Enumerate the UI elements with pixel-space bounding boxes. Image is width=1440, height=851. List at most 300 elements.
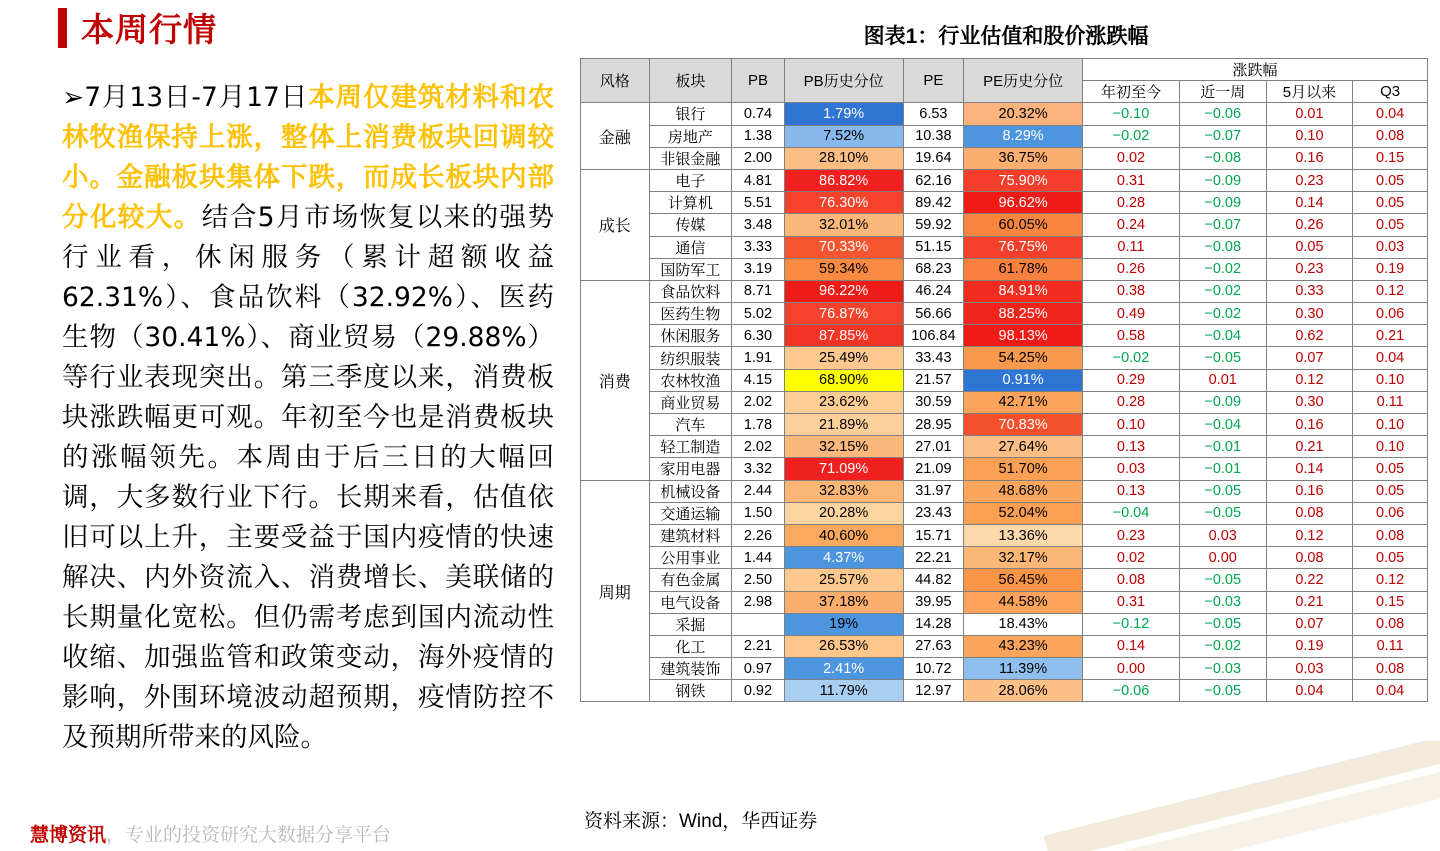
header-pe-percentile: PE历史分位	[964, 59, 1083, 103]
pe-cell: 39.95	[903, 591, 963, 613]
left-column	[0, 0, 572, 851]
pe-percentile-cell: 43.23%	[964, 635, 1083, 657]
sector-cell: 纺织服装	[649, 347, 732, 369]
sector-cell: 银行	[649, 103, 732, 125]
pe-cell: 10.72	[903, 658, 963, 680]
change-ytd-cell: 0.10	[1083, 414, 1180, 436]
change-q3-cell: 0.05	[1353, 547, 1428, 569]
pb-percentile-cell: 11.79%	[784, 680, 903, 702]
pb-cell: 4.81	[732, 169, 784, 191]
pb-percentile-cell: 96.22%	[784, 280, 903, 302]
change-may-cell: 0.14	[1266, 458, 1353, 480]
pe-cell: 56.66	[903, 303, 963, 325]
change-q3-cell: 0.03	[1353, 236, 1428, 258]
change-q3-cell: 0.05	[1353, 458, 1428, 480]
pe-cell: 59.92	[903, 214, 963, 236]
table-row	[581, 524, 1428, 546]
change-may-cell: 0.21	[1266, 591, 1353, 613]
pb-percentile-cell: 25.49%	[784, 347, 903, 369]
change-q3-cell: 0.04	[1353, 103, 1428, 125]
valuation-table	[580, 58, 1428, 702]
sector-cell: 商业贸易	[649, 391, 732, 413]
pe-cell: 27.01	[903, 436, 963, 458]
table-row	[581, 125, 1428, 147]
pe-cell: 14.28	[903, 613, 963, 635]
pb-cell: 0.97	[732, 658, 784, 680]
sector-cell: 传媒	[649, 214, 732, 236]
pe-percentile-cell: 60.05%	[964, 214, 1083, 236]
change-may-cell: 0.16	[1266, 414, 1353, 436]
pe-percentile-cell: 84.91%	[964, 280, 1083, 302]
table-row	[581, 502, 1428, 524]
change-week-cell: −0.02	[1179, 280, 1266, 302]
table-row	[581, 391, 1428, 413]
pe-percentile-cell: 98.13%	[964, 325, 1083, 347]
table-row	[581, 658, 1428, 680]
change-week-cell: −0.08	[1179, 236, 1266, 258]
pb-percentile-cell: 70.33%	[784, 236, 903, 258]
change-week-cell: −0.02	[1179, 258, 1266, 280]
table-row	[581, 414, 1428, 436]
change-may-cell: 0.07	[1266, 347, 1353, 369]
pb-cell: 2.26	[732, 524, 784, 546]
change-may-cell: 0.23	[1266, 169, 1353, 191]
change-q3-cell: 0.19	[1353, 258, 1428, 280]
header-change-group: 涨跌幅	[1083, 59, 1428, 81]
change-q3-cell: 0.21	[1353, 325, 1428, 347]
change-may-cell: 0.07	[1266, 613, 1353, 635]
change-q3-cell: 0.05	[1353, 480, 1428, 502]
change-may-cell: 0.08	[1266, 547, 1353, 569]
table-body	[581, 103, 1428, 702]
change-may-cell: 0.12	[1266, 369, 1353, 391]
header-pe: PE	[903, 59, 963, 103]
change-may-cell: 0.10	[1266, 125, 1353, 147]
pe-cell: 31.97	[903, 480, 963, 502]
pe-cell: 19.64	[903, 147, 963, 169]
change-week-cell: −0.07	[1179, 125, 1266, 147]
pb-percentile-cell: 40.60%	[784, 524, 903, 546]
sector-cell: 医药生物	[649, 303, 732, 325]
pe-percentile-cell: 42.71%	[964, 391, 1083, 413]
pb-percentile-cell: 25.57%	[784, 569, 903, 591]
change-ytd-cell: 0.14	[1083, 635, 1180, 657]
pe-percentile-cell: 70.83%	[964, 414, 1083, 436]
change-ytd-cell: 0.02	[1083, 547, 1180, 569]
pb-percentile-cell: 28.10%	[784, 147, 903, 169]
pb-percentile-cell: 19%	[784, 613, 903, 635]
table-row	[581, 591, 1428, 613]
pe-percentile-cell: 51.70%	[964, 458, 1083, 480]
table-row	[581, 214, 1428, 236]
change-week-cell: −0.01	[1179, 436, 1266, 458]
sector-cell: 电子	[649, 169, 732, 191]
change-week-cell: −0.02	[1179, 635, 1266, 657]
table-row	[581, 480, 1428, 502]
change-ytd-cell: −0.06	[1083, 680, 1180, 702]
style-cell: 成长	[581, 169, 650, 280]
pb-cell: 8.71	[732, 280, 784, 302]
sector-cell: 建筑材料	[649, 524, 732, 546]
pb-percentile-cell: 32.15%	[784, 436, 903, 458]
change-week-cell: 0.01	[1179, 369, 1266, 391]
footer-watermark	[30, 820, 391, 847]
sector-cell: 电气设备	[649, 591, 732, 613]
change-week-cell: −0.05	[1179, 613, 1266, 635]
change-may-cell: 0.33	[1266, 280, 1353, 302]
change-q3-cell: 0.04	[1353, 680, 1428, 702]
pe-percentile-cell: 32.17%	[964, 547, 1083, 569]
table-row	[581, 325, 1428, 347]
pb-cell: 6.30	[732, 325, 784, 347]
change-week-cell: −0.05	[1179, 480, 1266, 502]
pb-cell: 2.00	[732, 147, 784, 169]
change-q3-cell: 0.06	[1353, 303, 1428, 325]
pb-cell: 2.50	[732, 569, 784, 591]
change-may-cell: 0.21	[1266, 436, 1353, 458]
pe-percentile-cell: 13.36%	[964, 524, 1083, 546]
change-ytd-cell: 0.29	[1083, 369, 1180, 391]
sector-cell: 采掘	[649, 613, 732, 635]
change-q3-cell: 0.12	[1353, 569, 1428, 591]
change-q3-cell: 0.10	[1353, 369, 1428, 391]
right-column	[572, 0, 1440, 851]
pb-cell: 5.02	[732, 303, 784, 325]
header-pb: PB	[732, 59, 784, 103]
sector-cell: 化工	[649, 635, 732, 657]
change-q3-cell: 0.05	[1353, 214, 1428, 236]
change-week-cell: −0.05	[1179, 347, 1266, 369]
paragraph-rest: 结合5月市场恢复以来的强势行业看，休闲服务（累计超额收益62.31%）、食品饮料（32.92%）、医药生物（30.41%）、商业贸易（29.88%）等行业表现突出。第三季度以来，消费板块涨跌幅更可观。年初至今也是消费板块的涨幅领先。本周由于后三日的大幅回调，大多数行业下行。长期来看，估值依旧可以上升，主要受益于国内疫情的快速解决、内外资流入、消费增长、美联储的长期量化宽松。但仍需考虑到国内流动性收缩、加强监管和政策变动，海外疫情的影响，外围环境波动超预期，疫情防控不及预期所带来的风险。	[62, 202, 554, 753]
pb-percentile-cell: 20.28%	[784, 502, 903, 524]
change-ytd-cell: 0.03	[1083, 458, 1180, 480]
header-change-week: 近一周	[1179, 81, 1266, 103]
change-week-cell: −0.09	[1179, 192, 1266, 214]
style-cell: 金融	[581, 103, 650, 170]
change-week-cell: −0.07	[1179, 214, 1266, 236]
pe-percentile-cell: 8.29%	[964, 125, 1083, 147]
change-week-cell: −0.09	[1179, 169, 1266, 191]
change-week-cell: −0.05	[1179, 569, 1266, 591]
pe-percentile-cell: 88.25%	[964, 303, 1083, 325]
pb-cell: 2.98	[732, 591, 784, 613]
body-paragraph	[62, 78, 554, 758]
change-week-cell: 0.03	[1179, 524, 1266, 546]
table-row	[581, 280, 1428, 302]
change-ytd-cell: 0.08	[1083, 569, 1180, 591]
change-q3-cell: 0.06	[1353, 502, 1428, 524]
footer-brand: 慧博资讯	[30, 825, 107, 846]
change-ytd-cell: −0.12	[1083, 613, 1180, 635]
change-q3-cell: 0.15	[1353, 591, 1428, 613]
pb-percentile-cell: 2.41%	[784, 658, 903, 680]
header-change-ytd: 年初至今	[1083, 81, 1180, 103]
pe-cell: 62.16	[903, 169, 963, 191]
pe-cell: 30.59	[903, 391, 963, 413]
sector-cell: 通信	[649, 236, 732, 258]
change-ytd-cell: 0.24	[1083, 214, 1180, 236]
pb-cell	[732, 613, 784, 635]
pe-cell: 15.71	[903, 524, 963, 546]
pb-percentile-cell: 32.01%	[784, 214, 903, 236]
change-ytd-cell: 0.13	[1083, 480, 1180, 502]
sector-cell: 计算机	[649, 192, 732, 214]
table-row	[581, 369, 1428, 391]
change-q3-cell: 0.08	[1353, 658, 1428, 680]
change-ytd-cell: 0.31	[1083, 169, 1180, 191]
pe-percentile-cell: 48.68%	[964, 480, 1083, 502]
pb-percentile-cell: 1.79%	[784, 103, 903, 125]
change-ytd-cell: −0.02	[1083, 347, 1180, 369]
pe-percentile-cell: 27.64%	[964, 436, 1083, 458]
paragraph-prefix: ➢7月13日-7月17日	[62, 82, 309, 113]
table-row	[581, 258, 1428, 280]
change-ytd-cell: 0.00	[1083, 658, 1180, 680]
change-may-cell: 0.04	[1266, 680, 1353, 702]
pe-percentile-cell: 75.90%	[964, 169, 1083, 191]
pe-cell: 33.43	[903, 347, 963, 369]
pb-cell: 3.32	[732, 458, 784, 480]
pe-percentile-cell: 52.04%	[964, 502, 1083, 524]
change-ytd-cell: 0.38	[1083, 280, 1180, 302]
pe-percentile-cell: 18.43%	[964, 613, 1083, 635]
pe-cell: 21.57	[903, 369, 963, 391]
change-q3-cell: 0.10	[1353, 436, 1428, 458]
pb-percentile-cell: 21.89%	[784, 414, 903, 436]
change-may-cell: 0.23	[1266, 258, 1353, 280]
pe-percentile-cell: 0.91%	[964, 369, 1083, 391]
pb-percentile-cell: 86.82%	[784, 169, 903, 191]
footer-text: ，专业的投资研究大数据分享平台	[106, 825, 392, 846]
pb-percentile-cell: 32.83%	[784, 480, 903, 502]
pe-percentile-cell: 54.25%	[964, 347, 1083, 369]
header-sector: 板块	[649, 59, 732, 103]
table-row	[581, 569, 1428, 591]
pe-percentile-cell: 56.45%	[964, 569, 1083, 591]
header-style: 风格	[581, 59, 650, 103]
change-may-cell: 0.30	[1266, 303, 1353, 325]
page-title: 本周行情	[81, 11, 217, 48]
sector-cell: 农林牧渔	[649, 369, 732, 391]
table-row	[581, 458, 1428, 480]
pe-cell: 89.42	[903, 192, 963, 214]
table-row	[581, 192, 1428, 214]
change-ytd-cell: 0.49	[1083, 303, 1180, 325]
source-note: 资料来源：Wind，华西证券	[584, 811, 818, 832]
sector-cell: 国防军工	[649, 258, 732, 280]
change-week-cell: −0.05	[1179, 680, 1266, 702]
sector-cell: 钢铁	[649, 680, 732, 702]
style-cell: 周期	[581, 480, 650, 702]
table-title: 图表1：行业估值和股价涨跌幅	[863, 25, 1149, 48]
sector-cell: 公用事业	[649, 547, 732, 569]
pe-percentile-cell: 11.39%	[964, 658, 1083, 680]
sector-cell: 交通运输	[649, 502, 732, 524]
pb-cell: 2.02	[732, 391, 784, 413]
change-may-cell: 0.30	[1266, 391, 1353, 413]
change-may-cell: 0.14	[1266, 192, 1353, 214]
pb-cell: 0.74	[732, 103, 784, 125]
pe-cell: 68.23	[903, 258, 963, 280]
change-may-cell: 0.12	[1266, 524, 1353, 546]
pb-cell: 1.78	[732, 414, 784, 436]
change-may-cell: 0.08	[1266, 502, 1353, 524]
change-may-cell: 0.05	[1266, 236, 1353, 258]
change-q3-cell: 0.11	[1353, 635, 1428, 657]
header-change-q3: Q3	[1353, 81, 1428, 103]
pe-percentile-cell: 44.58%	[964, 591, 1083, 613]
sector-cell: 建筑装饰	[649, 658, 732, 680]
change-ytd-cell: 0.02	[1083, 147, 1180, 169]
change-week-cell: −0.03	[1179, 591, 1266, 613]
pb-cell: 4.15	[732, 369, 784, 391]
sector-cell: 轻工制造	[649, 436, 732, 458]
table-row	[581, 169, 1428, 191]
sector-cell: 非银金融	[649, 147, 732, 169]
pe-cell: 44.82	[903, 569, 963, 591]
pb-percentile-cell: 37.18%	[784, 591, 903, 613]
pe-cell: 27.63	[903, 635, 963, 657]
pb-cell: 1.50	[732, 502, 784, 524]
table-row	[581, 347, 1428, 369]
change-q3-cell: 0.11	[1353, 391, 1428, 413]
change-q3-cell: 0.10	[1353, 414, 1428, 436]
sector-cell: 机械设备	[649, 480, 732, 502]
pb-cell: 3.19	[732, 258, 784, 280]
change-q3-cell: 0.05	[1353, 169, 1428, 191]
change-ytd-cell: −0.02	[1083, 125, 1180, 147]
sector-cell: 休闲服务	[649, 325, 732, 347]
table-row	[581, 436, 1428, 458]
paragraph-highlight: 本周仅建筑材料和农林牧渔保持上涨，整体上消费板块回调较小。金融板块集体下跌，而成长板块内部分化较大。	[62, 82, 554, 233]
change-may-cell: 0.22	[1266, 569, 1353, 591]
pe-cell: 28.95	[903, 414, 963, 436]
pb-cell: 5.51	[732, 192, 784, 214]
change-ytd-cell: −0.10	[1083, 103, 1180, 125]
sector-cell: 有色金属	[649, 569, 732, 591]
pe-percentile-cell: 76.75%	[964, 236, 1083, 258]
table-row	[581, 236, 1428, 258]
pb-percentile-cell: 7.52%	[784, 125, 903, 147]
pb-cell: 1.38	[732, 125, 784, 147]
pb-cell: 2.02	[732, 436, 784, 458]
table-row	[581, 103, 1428, 125]
table-row	[581, 635, 1428, 657]
change-q3-cell: 0.08	[1353, 125, 1428, 147]
table-row	[581, 147, 1428, 169]
change-may-cell: 0.62	[1266, 325, 1353, 347]
pe-cell: 21.09	[903, 458, 963, 480]
pb-percentile-cell: 59.34%	[784, 258, 903, 280]
change-week-cell: −0.03	[1179, 658, 1266, 680]
section-title	[58, 4, 217, 51]
change-week-cell: −0.05	[1179, 502, 1266, 524]
change-may-cell: 0.16	[1266, 147, 1353, 169]
pb-percentile-cell: 76.30%	[784, 192, 903, 214]
pe-percentile-cell: 61.78%	[964, 258, 1083, 280]
pe-cell: 22.21	[903, 547, 963, 569]
change-q3-cell: 0.08	[1353, 613, 1428, 635]
pe-cell: 12.97	[903, 680, 963, 702]
pb-percentile-cell: 87.85%	[784, 325, 903, 347]
title-accent-bar	[58, 8, 67, 48]
change-ytd-cell: 0.13	[1083, 436, 1180, 458]
change-q3-cell: 0.08	[1353, 524, 1428, 546]
change-week-cell: −0.09	[1179, 391, 1266, 413]
pe-cell: 106.84	[903, 325, 963, 347]
change-ytd-cell: 0.26	[1083, 258, 1180, 280]
table-header	[581, 59, 1428, 103]
change-q3-cell: 0.04	[1353, 347, 1428, 369]
change-ytd-cell: 0.58	[1083, 325, 1180, 347]
table-row	[581, 547, 1428, 569]
change-week-cell: −0.01	[1179, 458, 1266, 480]
change-may-cell: 0.26	[1266, 214, 1353, 236]
pe-cell: 23.43	[903, 502, 963, 524]
table-row	[581, 303, 1428, 325]
header-pb-percentile: PB历史分位	[784, 59, 903, 103]
change-week-cell: −0.08	[1179, 147, 1266, 169]
change-ytd-cell: −0.04	[1083, 502, 1180, 524]
pe-percentile-cell: 36.75%	[964, 147, 1083, 169]
change-week-cell: −0.04	[1179, 325, 1266, 347]
pb-percentile-cell: 68.90%	[784, 369, 903, 391]
change-ytd-cell: 0.31	[1083, 591, 1180, 613]
change-ytd-cell: 0.28	[1083, 192, 1180, 214]
table-row	[581, 613, 1428, 635]
pb-cell: 1.91	[732, 347, 784, 369]
pb-percentile-cell: 76.87%	[784, 303, 903, 325]
pb-percentile-cell: 71.09%	[784, 458, 903, 480]
change-week-cell: −0.02	[1179, 303, 1266, 325]
pb-cell: 0.92	[732, 680, 784, 702]
pe-percentile-cell: 20.32%	[964, 103, 1083, 125]
change-ytd-cell: 0.23	[1083, 524, 1180, 546]
change-week-cell: −0.06	[1179, 103, 1266, 125]
change-q3-cell: 0.05	[1353, 192, 1428, 214]
sector-cell: 房地产	[649, 125, 732, 147]
change-week-cell: −0.04	[1179, 414, 1266, 436]
pb-percentile-cell: 23.62%	[784, 391, 903, 413]
change-ytd-cell: 0.11	[1083, 236, 1180, 258]
pb-cell: 3.48	[732, 214, 784, 236]
pe-cell: 6.53	[903, 103, 963, 125]
pe-percentile-cell: 28.06%	[964, 680, 1083, 702]
sector-cell: 家用电器	[649, 458, 732, 480]
style-cell: 消费	[581, 280, 650, 480]
change-may-cell: 0.01	[1266, 103, 1353, 125]
header-change-may: 5月以来	[1266, 81, 1353, 103]
pe-cell: 46.24	[903, 280, 963, 302]
pb-cell: 3.33	[732, 236, 784, 258]
change-q3-cell: 0.15	[1353, 147, 1428, 169]
pb-cell: 2.21	[732, 635, 784, 657]
pb-cell: 1.44	[732, 547, 784, 569]
sector-cell: 汽车	[649, 414, 732, 436]
change-may-cell: 0.19	[1266, 635, 1353, 657]
pb-percentile-cell: 26.53%	[784, 635, 903, 657]
change-q3-cell: 0.12	[1353, 280, 1428, 302]
pe-cell: 10.38	[903, 125, 963, 147]
pe-cell: 51.15	[903, 236, 963, 258]
change-week-cell: 0.00	[1179, 547, 1266, 569]
sector-cell: 食品饮料	[649, 280, 732, 302]
change-ytd-cell: 0.28	[1083, 391, 1180, 413]
pb-percentile-cell: 4.37%	[784, 547, 903, 569]
pb-cell: 2.44	[732, 480, 784, 502]
change-may-cell: 0.03	[1266, 658, 1353, 680]
pe-percentile-cell: 96.62%	[964, 192, 1083, 214]
